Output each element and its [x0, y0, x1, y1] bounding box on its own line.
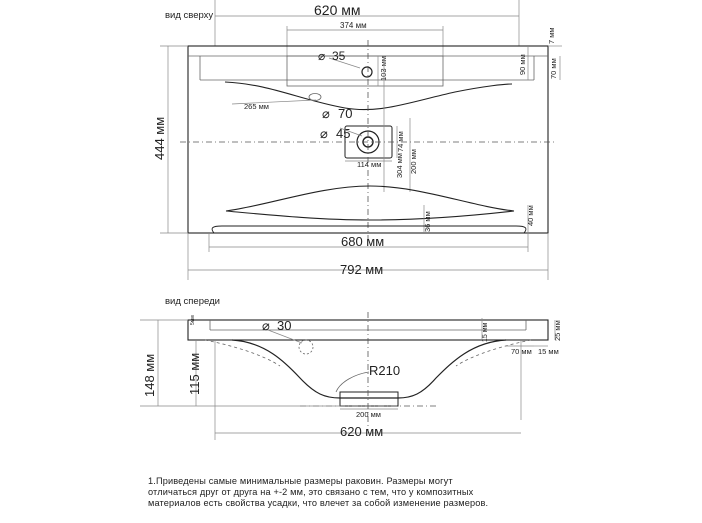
d35-symbol: ⌀ — [318, 49, 326, 63]
bowl-front-lower — [226, 211, 514, 220]
dim-15b-label: 15 мм — [538, 347, 559, 356]
dim-36-label: 36 мм — [423, 211, 432, 232]
top-view-title: вид сверху — [165, 10, 214, 21]
dim-103-label: 103 мм — [379, 56, 388, 81]
dim-444-label: 444 мм — [152, 116, 167, 160]
d70-label: 70 — [338, 106, 353, 121]
overflow-slot — [309, 94, 321, 101]
dim-792-label: 792 мм — [340, 262, 384, 277]
d45-label: 45 — [336, 126, 351, 141]
dim-114-label: 114 мм — [357, 160, 382, 169]
dim-70-front-label: 70 мм — [511, 347, 532, 356]
dim-7-label: 7 мм — [547, 27, 556, 44]
d30-label: 30 — [277, 318, 292, 333]
d35-label: 35 — [332, 49, 346, 63]
disclaimer-note — [148, 476, 698, 509]
front-view-title: вид спереди — [165, 296, 220, 307]
dim-74-label: 74 мм — [396, 131, 405, 152]
drain-outlet — [340, 392, 398, 406]
note-line-1: 1.Приведены самые минимальные размеры раковин. Размеры могут — [148, 476, 453, 486]
d30-symbol: ⌀ — [262, 318, 270, 333]
dim-200-label: 200 мм — [409, 149, 418, 174]
dim-148-label: 148 мм — [142, 353, 157, 397]
dim-70-label: 70 мм — [549, 58, 558, 79]
dim-25-label: 25 мм — [553, 320, 562, 341]
bowl-front-upper — [226, 186, 514, 211]
dim-265-label: 265 мм — [244, 102, 269, 111]
dim-90-label: 90 мм — [518, 54, 527, 75]
d45-symbol: ⌀ — [320, 126, 328, 141]
dim-40-label: 40 мм — [526, 205, 535, 226]
dim-15a-label: 15 мм — [482, 322, 489, 342]
tap-deck — [287, 56, 443, 86]
dim-620-top-label: 620 мм — [314, 2, 361, 18]
dim-304-label: 304 мм — [395, 153, 404, 178]
dim-620-front-label: 620 мм — [340, 424, 384, 439]
bowl-hidden-left — [205, 340, 280, 366]
front-rim — [212, 226, 526, 233]
dim-200-front-label: 200 мм — [356, 410, 381, 419]
overflow-hole — [299, 340, 313, 354]
dim-680-label: 680 мм — [341, 234, 385, 249]
d70-symbol: ⌀ — [322, 106, 330, 121]
dim-115-label: 115 мм — [187, 352, 202, 395]
basin-top-outline — [188, 46, 548, 233]
r210-label: R210 — [369, 363, 401, 378]
r210-leader — [336, 372, 369, 392]
dim-374-label: 374 мм — [340, 21, 367, 30]
note-line-3: материалов есть свойства усадки, что влечет за собой изменение размеров. — [148, 498, 489, 508]
dim-5-label: 5мм — [190, 315, 196, 325]
tap-hole — [362, 67, 372, 77]
note-line-2: отличаться друг от друга на +-2 мм, это связано с тем, что у композитных — [148, 487, 474, 497]
